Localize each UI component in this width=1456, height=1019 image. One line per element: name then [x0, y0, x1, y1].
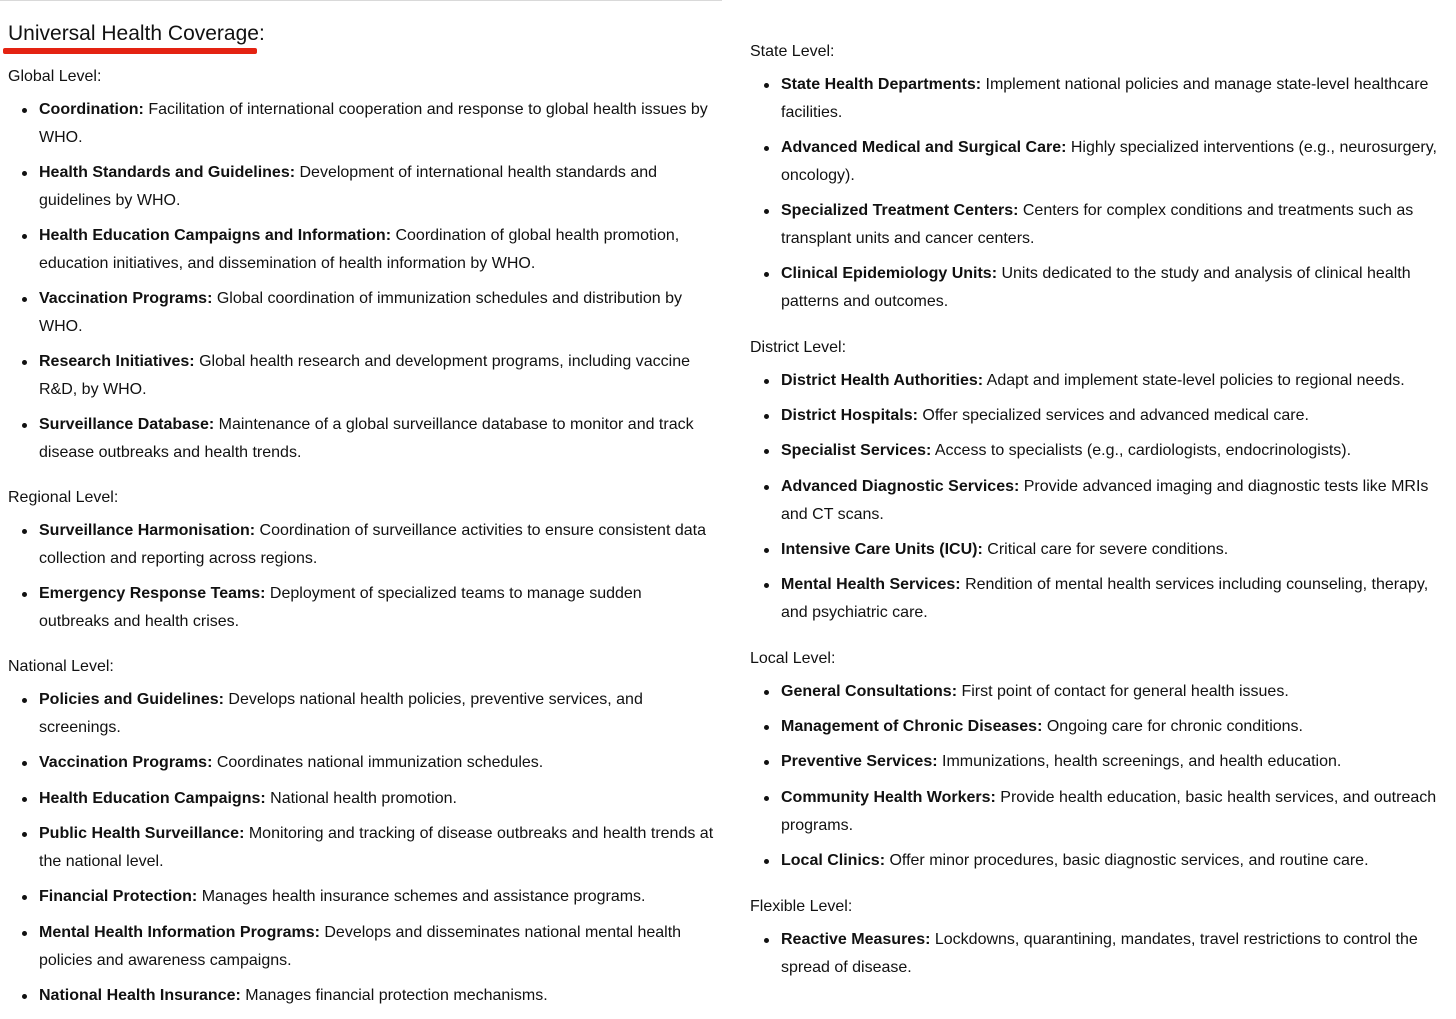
- item-description: Coordinates national immunization schedules.: [212, 754, 544, 771]
- item-term: Local Clinics:: [781, 852, 886, 869]
- item-description: Development of international health standards and guidelines by WHO.: [39, 164, 658, 209]
- item-description: Coordination of global health promotion, education initiatives, and dissemination of health information by WHO.: [39, 227, 680, 272]
- list-item: [781, 402, 1456, 430]
- item-description: First point of contact for general health issues.: [957, 683, 1289, 700]
- item-term: Financial Protection:: [39, 888, 198, 905]
- section-heading-local: Local Level:: [750, 650, 836, 667]
- item-description: Highly specialized interventions (e.g., neurosurgery, oncology).: [781, 139, 1437, 184]
- section-heading-national: National Level:: [8, 658, 114, 675]
- item-term: Vaccination Programs:: [39, 754, 213, 771]
- list-item: [39, 411, 715, 467]
- item-term: Surveillance Harmonisation:: [39, 522, 256, 539]
- item-term: Intensive Care Units (ICU):: [781, 541, 983, 558]
- item-term: Reactive Measures:: [781, 931, 931, 948]
- list-item: [781, 748, 1456, 776]
- list-item: [781, 926, 1456, 982]
- list-item: [39, 159, 715, 215]
- item-description: Provide health education, basic health services, and outreach programs.: [781, 789, 1437, 834]
- list-item: [39, 348, 715, 404]
- list-item: [781, 713, 1456, 741]
- list-item: [781, 71, 1456, 127]
- item-term: Mental Health Information Programs:: [39, 924, 320, 941]
- list-item: [39, 883, 715, 911]
- list-item: [781, 678, 1456, 706]
- section-heading-state: State Level:: [750, 43, 835, 60]
- section-heading-regional: Regional Level:: [8, 489, 119, 506]
- list-item: [781, 536, 1456, 564]
- item-term: Specialized Treatment Centers:: [781, 202, 1019, 219]
- left-panel: [0, 0, 722, 1019]
- item-term: Coordination:: [39, 101, 144, 118]
- item-description: Manages financial protection mechanisms.: [240, 987, 548, 1004]
- list-item: [781, 784, 1456, 840]
- item-description: Monitoring and tracking of disease outbreaks and health trends at the national level.: [39, 825, 714, 870]
- list-item: [39, 285, 715, 341]
- section-heading-flexible: Flexible Level:: [750, 898, 853, 915]
- section-heading-global: Global Level:: [8, 68, 102, 85]
- item-description: Deployment of specialized teams to manage sudden outbreaks and health crises.: [39, 585, 642, 630]
- item-description: Facilitation of international cooperation and response to global health issues by WHO.: [39, 101, 708, 146]
- item-description: Access to specialists (e.g., cardiologists, endocrinologists).: [931, 442, 1352, 459]
- item-term: Advanced Medical and Surgical Care:: [781, 139, 1067, 156]
- item-description: Offer minor procedures, basic diagnostic services, and routine care.: [885, 852, 1369, 869]
- item-description: Offer specialized services and advanced medical care.: [917, 407, 1309, 424]
- item-term: National Health Insurance:: [39, 987, 241, 1004]
- list-item: [781, 367, 1456, 395]
- page-title: Universal Health Coverage:: [8, 22, 265, 45]
- item-term: Health Education Campaigns:: [39, 790, 266, 807]
- list-item: [39, 96, 715, 152]
- list-item: [39, 222, 715, 278]
- list-item: [781, 260, 1456, 316]
- item-description: Immunizations, health screenings, and health education.: [937, 753, 1342, 770]
- list-item: [39, 919, 715, 975]
- item-description: Critical care for severe conditions.: [982, 541, 1229, 558]
- item-term: Clinical Epidemiology Units:: [781, 265, 998, 282]
- item-description: Ongoing care for chronic conditions.: [1042, 718, 1303, 735]
- item-description: National health promotion.: [265, 790, 457, 807]
- item-description: Maintenance of a global surveillance database to monitor and track disease outbreaks and health trends.: [39, 416, 694, 461]
- item-term: Surveillance Database:: [39, 416, 215, 433]
- item-term: Mental Health Services:: [781, 576, 961, 593]
- item-term: District Hospitals:: [781, 407, 918, 424]
- item-term: Policies and Guidelines:: [39, 691, 224, 708]
- list-item: [39, 686, 715, 742]
- item-description: Develops and disseminates national mental health policies and awareness campaigns.: [39, 924, 682, 969]
- item-description: Implement national policies and manage state-level healthcare facilities.: [781, 76, 1429, 121]
- item-description: Manages health insurance schemes and assistance programs.: [197, 888, 646, 905]
- item-description: Global health research and development programs, including vaccine R&D, by WHO.: [39, 353, 691, 398]
- item-description: Adapt and implement state-level policies to regional needs.: [983, 372, 1405, 389]
- item-description: Units dedicated to the study and analysis of clinical health patterns and outcomes.: [781, 265, 1411, 310]
- item-term: Emergency Response Teams:: [39, 585, 266, 602]
- list-item: [781, 571, 1456, 627]
- title-underline: [3, 48, 257, 54]
- section-heading-district: District Level:: [750, 339, 847, 356]
- item-description: Develops national health policies, preventive services, and screenings.: [39, 691, 643, 736]
- item-description: Rendition of mental health services including counseling, therapy, and psychiatric care.: [781, 576, 1429, 621]
- item-term: Health Education Campaigns and Information:: [39, 227, 392, 244]
- item-term: Research Initiatives:: [39, 353, 195, 370]
- item-term: Management of Chronic Diseases:: [781, 718, 1043, 735]
- list-item: [39, 820, 715, 876]
- list-item: [39, 517, 715, 573]
- item-term: Specialist Services:: [781, 442, 932, 459]
- item-description: Lockdowns, quarantining, mandates, travel restrictions to control the spread of disease.: [781, 931, 1418, 976]
- item-description: Provide advanced imaging and diagnostic tests like MRIs and CT scans.: [781, 478, 1429, 523]
- item-description: Coordination of surveillance activities to ensure consistent data collection and reporting across regions.: [39, 522, 706, 567]
- item-term: State Health Departments:: [781, 76, 982, 93]
- item-term: District Health Authorities:: [781, 372, 984, 389]
- item-term: Vaccination Programs:: [39, 290, 213, 307]
- item-term: Health Standards and Guidelines:: [39, 164, 296, 181]
- list-item: [39, 785, 715, 813]
- list-item: [781, 847, 1456, 875]
- list-item: [781, 473, 1456, 529]
- item-term: Community Health Workers:: [781, 789, 996, 806]
- list-item: [781, 437, 1456, 465]
- item-term: General Consultations:: [781, 683, 958, 700]
- item-term: Public Health Surveillance:: [39, 825, 245, 842]
- list-item: [39, 982, 715, 1010]
- right-panel: [722, 0, 1456, 1019]
- item-description: Centers for complex conditions and treatments such as transplant units and cancer centers.: [781, 202, 1414, 247]
- item-term: Preventive Services:: [781, 753, 938, 770]
- item-description: Global coordination of immunization schedules and distribution by WHO.: [39, 290, 682, 335]
- list-item: [39, 580, 715, 636]
- list-item: [39, 749, 715, 777]
- list-item: [781, 197, 1456, 253]
- item-term: Advanced Diagnostic Services:: [781, 478, 1020, 495]
- list-item: [781, 134, 1456, 190]
